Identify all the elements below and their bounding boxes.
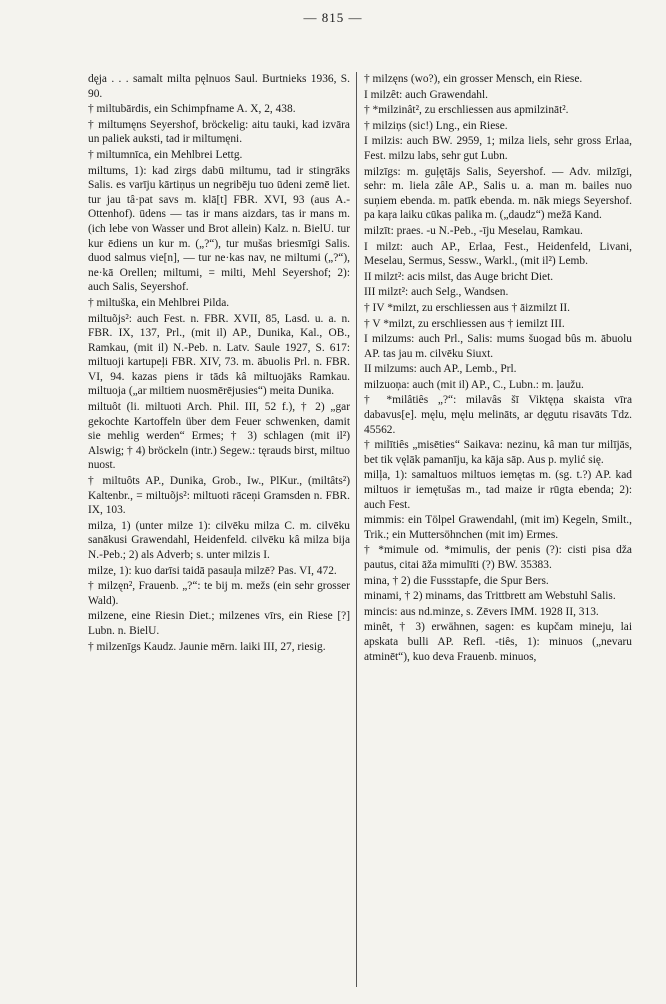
dictionary-entry: I milzis: auch BW. 2959, 1; milza liels, sehr gross Erlaa, Fest. milzu labs, sehr gut Lubn. <box>364 135 632 162</box>
dictionary-entry: † IV *milzt, zu erschliessen aus † āizmilzt II. <box>364 301 571 314</box>
dictionary-entry: I milzt: auch AP., Erlaa, Fest., Heidenfeld, Livani, Meselau, Sermus, Sessw., Warkl., (mit il²) Lemb. <box>364 240 632 268</box>
dictionary-entry: † milītiês „misēties“ Saikava: nezinu, kâ man tur milījās, bet tik vęlāk pamanīju, ka kāja sāp. Aus p. mylić się. <box>364 439 632 466</box>
dictionary-entry: milzīgs: m. guļętājs Salis, Seyershof. — Adv. milzīgi, sehr: m. liela zâle AP., Salis u. a. man m. bailes nuo suņiem ebenda. m. patīk ebenda. m. nāk miegs Seyershof. pa kaŗa laiku cūkas palika m. („daudz“) mežā Kand. <box>364 165 632 222</box>
dictionary-entry: † milzenīgs Kaudz. Jaunie mērn. laiki III, 27, riesig. <box>88 640 326 653</box>
left-column <box>88 72 350 997</box>
dictionary-entry: minami, † 2) minams, das Trittbrett am Webstuhl Salis. <box>364 590 616 603</box>
dictionary-entry: miltuõjs²: auch Fest. n. FBR. XVII, 85, Lasd. u. a. n. FBR. IX, 137, Prl., (mit il) AP., Dunika, Kal., OB., Ramkau, (mit il) N.-Peb. n. Latv. Saule 1927, S. 617: miltuoji kartupeļi FBR. XIV, 73. m. ābuolis Prl. n. FBR. VI, 94. kazas piens ir tāds kâ miltuojāks Ramkau. miltuoja („ar miltiem nuosmērējusies“) meita Dunika. <box>88 312 350 398</box>
dictionary-entry: III milzt²: auch Selg., Wandsen. <box>364 286 509 299</box>
dictionary-entry: † *milzinât², zu erschliessen aus apmilzināt². <box>364 104 569 117</box>
dictionary-entry: I milzums: auch Prl., Salis: mums šuogad bûs m. ābuolu AP. tas jau m. cilvēku Siuxt. <box>364 333 632 360</box>
dictionary-entry: minêt, † 3) erwähnen, sagen: es kupčam mineju, lai apskata bulli AP. Refl. -tiês, 1): minuos („nevaru atminēt“), kuo deva Frauenb. minuos, <box>364 621 632 663</box>
dictionary-entry: II milzt²: acis milst, das Auge bricht Diet. <box>364 270 554 283</box>
dictionary-entry: I milzêt: auch Grawendahl. <box>364 88 488 101</box>
dictionary-entry: † V *milzt, zu erschliessen aus † iemilzt III. <box>364 317 565 330</box>
dictionary-entry: miltuôt (li. miltuoti Arch. Phil. III, 52 f.), † 2) „gar gekochte Kartoffeln über dem Feuer schwenken, damit sie mehlig werden“ Ermes; † 3) schlagen (mit il²) Alswig; † 4) bröckeln (intr.) Segew.: tęrauds birst, miltuo nuost. <box>88 401 350 472</box>
dictionary-entry: milzuoņa: auch (mit il) AP., C., Lubn.: m. ļaužu. <box>364 378 584 391</box>
dictionary-entry: milza, 1) (unter milze 1): cilvēku milza C. m. cilvēku sanākusi Grawendahl, Heidenfeld. cilvēku kâ milza bija N.-Peb.; 2) als Adverb; s. unter milzis I. <box>88 519 350 561</box>
dictionary-entry: mina, † 2) die Fussstapfe, die Spur Bers. <box>364 574 549 587</box>
dictionary-entry: † miltubārdis, ein Schimpfname A. X, 2, 438. <box>88 103 296 116</box>
dictionary-entry: † miltuôts AP., Dunika, Grob., Iw., PlKur., (miltâts²) Kaltenbr., = miltuõjs²: miltuoti rāceņi Gramsden n. FBR. IX, 103. <box>88 475 350 517</box>
dictionary-entry: † miltuška, ein Mehlbrei Pilda. <box>88 296 230 309</box>
dictionary-entry: † miltumęns Seyershof, bröckelig: aitu tauki, kad izvāra un paliek auksti, tad ir miltumęni. <box>88 118 350 146</box>
dictionary-entry: milzīt: praes. -u N.-Peb., -īju Meselau, Ramkau. <box>364 224 583 237</box>
dictionary-entry: † milziņs (sic!) Lng., ein Riese. <box>364 119 508 132</box>
dictionary-entry: † miltumnīca, ein Mehlbrei Lettg. <box>88 148 243 161</box>
dictionary-entry: † *milâtiês „?“: milavâs šī Viktęņa skaista vīra dabavus[e]. męlu, męlu melināts, ar dęgutu risavāts Tdz. 45562. <box>364 394 632 436</box>
dictionary-entry: miltums, 1): kad zirgs dabū miltumu, tad ir stingrāks Salis. es varīju kārtiņus un negribēju tuo ūdeni zemē liet. tur jau tâ·pat savs m. klā[t] FBR. XVI, 93 (aus A.-Ottenhof). ūdens — tas ir mans aizdars, tas ir mans m. (ich lebe von Wasser und Brot allein) Kalz. n. BielU. tur kur ēdiens un kur m. („?“), tur mušas briesmīgi Salis. duod salmus vie[n], — tur ne·kas nav, ne miltumi („?“), ne·kā Orellen; miltumi, = milti, Mehl Seyershof; 2): auch Salis, Seyershof. <box>88 164 350 294</box>
dictionary-entry: mincis: aus nd.minze, s. Zēvers IMM. 1928 II, 313. <box>364 605 599 618</box>
dictionary-entry: milzene, eine Riesin Diet.; milzenes vīrs, ein Riese [?] Lubn. n. BielU. <box>88 610 350 637</box>
dictionary-entry: † *mimule od. *mimulis, der penis (?): cisti pisa dža pautus, citai āža mimulīti (?) BW. 35383. <box>364 544 632 571</box>
right-column <box>364 72 632 997</box>
dictionary-entry: † milzęn², Frauenb. „?“: te bij m. mežs (ein sehr grosser Wald). <box>88 580 350 607</box>
dictionary-entry: II milzums: auch AP., Lemb., Prl. <box>364 363 517 376</box>
dictionary-entry: milļa, 1): samaltuos miltuos iemętas m. (sg. t.?) AP. kad miltuos ir iemętušas m., tad maize ir rūgta ebenda; 2): auch Fest. <box>364 469 632 511</box>
column-divider <box>356 72 357 987</box>
page-number: — 815 — <box>303 10 363 25</box>
dictionary-entry: mimmis: ein Tölpel Grawendahl, (mit im) Kegeln, Smilt., Trik.; ein Muttersöhnchen (mit im) Ermes. <box>364 514 632 541</box>
dictionary-entry: † milzęns (wo?), ein grosser Mensch, ein Riese. <box>364 73 583 85</box>
dictionary-entry: dęja . . . samalt milta pęlnuos Saul. Burtnieks 1936, S. 90. <box>88 73 350 100</box>
dictionary-entry: milze, 1): kuo darīsi taidā pasauļa milzē? Pas. VI, 472. <box>88 564 337 577</box>
